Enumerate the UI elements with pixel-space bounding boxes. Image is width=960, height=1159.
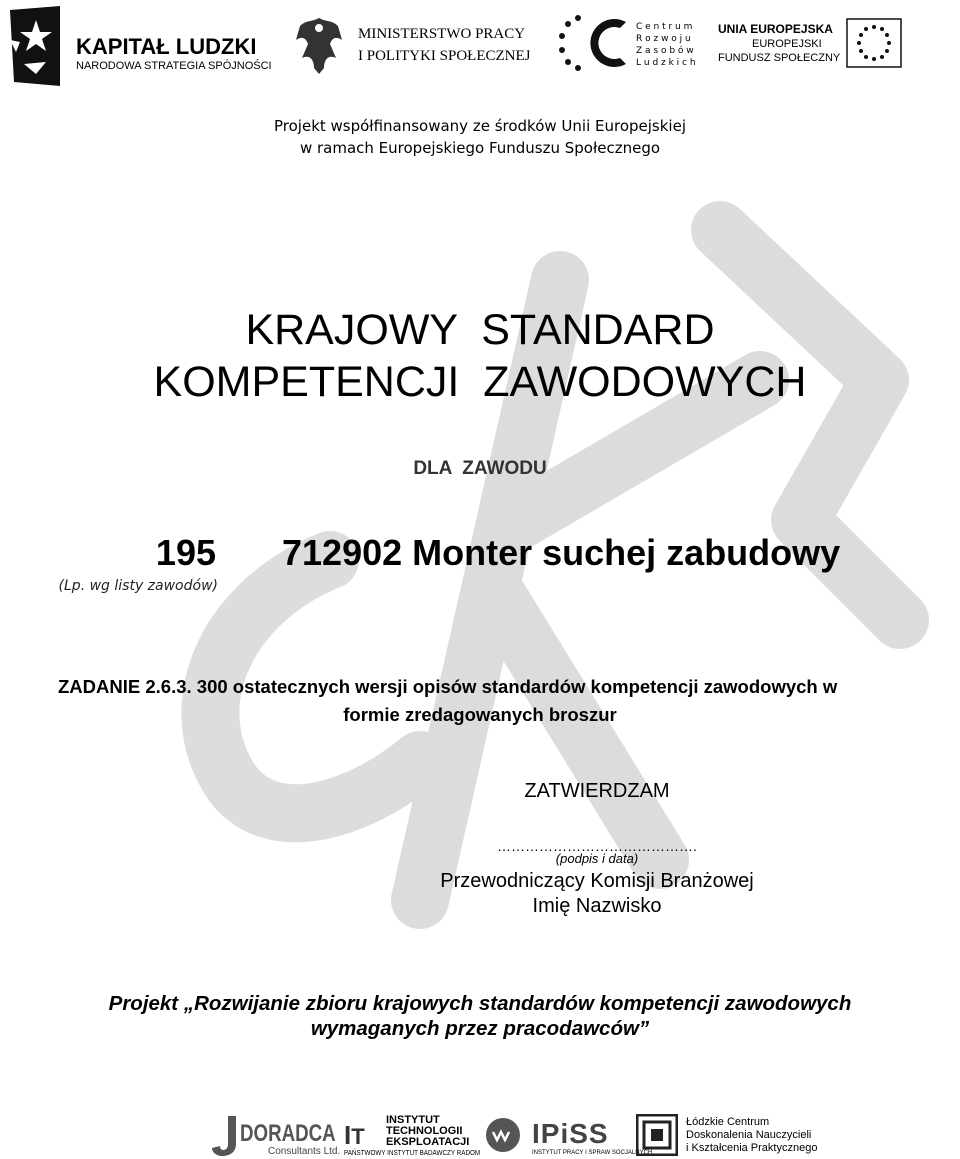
itee-logo [344,1114,481,1158]
doradca-j-icon [210,1114,240,1156]
ministry-line2: I POLITYKI SPOŁECZNEJ [358,48,531,64]
list-number: 195 [155,532,216,573]
eu-line1: UNIA EUROPEJSKA [718,22,833,36]
kapital-ludzki-subtitle: NARODOWA STRATEGIA SPÓJNOŚCI [76,60,272,72]
chair-name: Imię Nazwisko [532,895,662,917]
lodz-line2: Doskonalenia Nauczycieli [686,1129,812,1141]
eu-line3: FUNDUSZ SPOŁECZNY [718,52,841,64]
task-line2: formie zredagowanych broszur [343,704,617,725]
eu-line2: EUROPEJSKI [752,38,822,50]
doradca-subtitle: Consultants Ltd. [268,1146,341,1157]
project-line1: Projekt „Rozwijanie zbioru krajowych standardów kompetencji zawodowych [108,992,852,1015]
for-profession-label: DLA ZAWODU [413,458,547,479]
signature-dots: ……………………………………. [497,838,697,854]
doradca-name: DORADCA [240,1120,336,1147]
profession-name: 712902 Monter suchej zabudowy [282,532,841,573]
lodz-square-icon [636,1114,678,1156]
itee-subtitle: PAŃSTWOWY INSTYTUT BADAWCZY RADOM [344,1150,481,1157]
task-line1: ZADANIE 2.6.3. 300 ostatecznych wersji opisów standardów kompetencji zawodowych w [58,676,838,697]
eu-logo [712,16,904,70]
kapital-ludzki-title: KAPITAŁ LUDZKI [76,34,257,59]
itee-line1: INSTYTUT [386,1114,440,1126]
approval-heading: ZATWIERDZAM [524,780,670,802]
ministry-logo [292,12,532,78]
crzl-line2: R o z w o j u [636,34,691,44]
signature-label: (podpis i data) [555,851,639,866]
lodz-line1: Łódzkie Centrum [686,1116,770,1128]
crzl-stars-icon [556,14,636,72]
ipiss-subtitle: INSTYTUT PRACY I SPRAW SOCJALNYCH [532,1150,653,1156]
kapital-ludzki-star-icon [6,6,64,86]
cofinance-line1: Projekt współfinansowany ze środków Unii Europejskiej [274,117,686,135]
itee-line3: EKSPLOATACJI [386,1136,470,1148]
document-title-line1: KRAJOWY STANDARD [245,306,715,354]
itee-mark: IT [344,1120,365,1150]
lodz-line3: i Kształcenia Praktycznego [686,1142,818,1154]
kapital-ludzki-logo [6,6,272,86]
circular-logo-icon [484,1116,522,1154]
crzl-line3: Z a s o b ó w [636,46,694,56]
project-line2: wymaganych przez pracodawców” [310,1017,650,1040]
ipiss-logo [532,1116,653,1158]
doradca-logo [210,1114,341,1158]
crzl-line4: L u d z k i c h [636,58,696,68]
eagle-emblem-icon [292,14,346,76]
eu-flag-icon [846,18,902,68]
list-number-note: (Lp. wg listy zawodów) [58,578,218,594]
lodz-centre-logo [636,1112,816,1158]
cofinance-line2: w ramach Europejskiego Funduszu Społecznego [299,139,661,157]
crzl-line1: C e n t r u m [636,22,693,32]
ipiss-name: IPiSS [532,1118,609,1149]
document-title-line2: KOMPETENCJI ZAWODOWYCH [153,358,807,406]
ministry-line1: MINISTERSTWO PRACY [358,26,526,42]
crzl-logo [556,14,696,72]
itee-line2: TECHNOLOGII [386,1125,463,1137]
committee-chair-role: Przewodniczący Komisji Branżowej [440,870,754,892]
